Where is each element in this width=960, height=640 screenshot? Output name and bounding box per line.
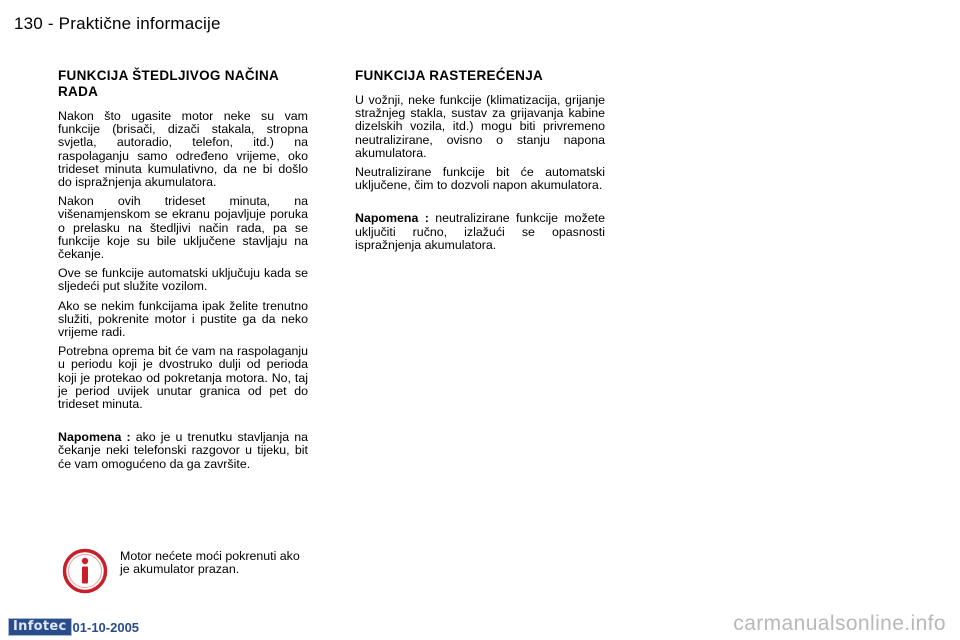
- load-shedding-title: FUNKCIJA RASTEREĆENJA: [355, 68, 544, 83]
- paragraph: Nakon ovih trideset minuta, na višenamjenskom se ekranu pojavljuje poruka o prelasku na štedljivi način rada, pa se funkcije koje su bile uključene stavljaju na čekanje.: [58, 194, 308, 262]
- footer-date: 01-10-2005: [72, 619, 140, 635]
- info-box: [62, 548, 312, 598]
- watermark: carmanualsonline.info: [733, 612, 946, 635]
- paragraph: Nakon što ugasite motor neke su vam funkcije (brisači, dizači stakala, stropna svjetla, autoradio, telefon, itd.) na raspolaganju samo određeno vrijeme, oko trideset minuta kumulativno, da ne bi došlo do ispražnjenja akumulatora.: [58, 109, 308, 190]
- note: [355, 212, 605, 252]
- infotec-logo: Infotec: [8, 618, 72, 636]
- note-text: ako je u trenutku stavljanja na čekanje neki telefonski razgovor u tijeku, bit će vam omogućeno da ga završite.: [58, 430, 308, 471]
- info-text: Motor nećete moći pokrenuti ako je akumulator prazan.: [120, 549, 300, 577]
- footer-left: [8, 618, 139, 636]
- note-label: Napomena :: [355, 211, 429, 226]
- paragraph: Potrebna oprema bit će vam na raspolaganju u periodu koji je dvostruko dulji od perioda koji je protekao od pokretanja motora. No, taj je period uvijek unutar granica od pet do trideset minuta.: [58, 344, 308, 412]
- energy-saving-section: [58, 68, 308, 477]
- page-title: 130 - Praktične informacije: [14, 14, 221, 33]
- note-text: neutralizirane funkcije možete uključiti ručno, izlažući se opasnosti ispražnjenja akumulatora.: [355, 211, 605, 252]
- paragraph: Ove se funkcije automatski uključuju kada se sljedeći put služite vozilom.: [58, 266, 308, 294]
- paragraph: U vožnji, neke funkcije (klimatizacija, grijanje stražnjeg stakla, sustav za grijavanja kabine dizelskih vozila, itd.) mogu biti privremeno neutralizirane, ovisno o stanju napona akumulatora.: [355, 93, 605, 160]
- load-shedding-section: [355, 68, 605, 258]
- energy-saving-title: FUNKCIJA ŠTEDLJIVOG NAČINA RADA: [58, 68, 279, 99]
- note-label: Napomena :: [58, 430, 131, 445]
- paragraph: Ako se nekim funkcijama ipak želite trenutno služiti, pokrenite motor i pustite ga da neko vrijeme radi.: [58, 298, 308, 340]
- note: [58, 431, 308, 471]
- paragraph: Neutralizirane funkcije bit će automatski uključene, čim to dozvoli napon akumulatora.: [355, 165, 605, 193]
- info-icon: [62, 548, 108, 594]
